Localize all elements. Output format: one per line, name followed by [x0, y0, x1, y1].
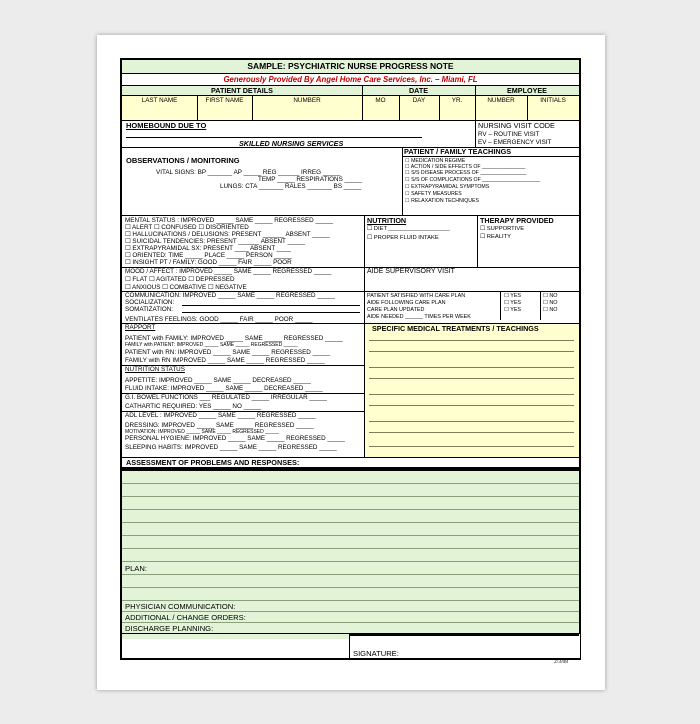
- lungs-line: LUNGS: CTA _______ RALES _______ BS _____: [220, 183, 362, 190]
- patient-number-label: NUMBER: [293, 97, 321, 104]
- vital-signs-temp-line: TEMP _____ RESPIRATIONS _____: [258, 176, 363, 183]
- yes-checkbox[interactable]: ☐ YES: [504, 307, 522, 313]
- mental-status-line: ☐ ALERT ☐ CONFUSED ☐ DISORIENTED: [125, 224, 249, 231]
- physician-communication-label: PHYSICIAN COMMUNICATION:: [125, 602, 236, 611]
- employee-number-label: NUMBER: [487, 97, 515, 104]
- date-header: DATE: [408, 86, 429, 95]
- nutrition-title: NUTRITION: [367, 216, 407, 225]
- diet-item: ☐ DIET ___________________: [367, 226, 450, 232]
- rapport-line: FAMILY with RN IMPROVED _____ SAME _____ REGRESSED _____: [125, 357, 325, 364]
- adl-line: MOTIVATION: IMPROVED _____ SAME _____ REGRESSED _____: [125, 429, 280, 435]
- teaching-item: ☐ MEDICATION REGIME: [405, 158, 466, 164]
- rapport-line: FAMILY with PATIENT: IMPROVED _____ SAME _____ REGRESSED _____: [125, 342, 298, 348]
- aide-question: CARE PLAN UPDATED: [367, 307, 425, 313]
- plan-label: PLAN:: [125, 564, 147, 573]
- form-title: SAMPLE: PSYCHIATRIC NURSE PROGRESS NOTE: [247, 61, 454, 71]
- aide-question: AIDE NEEDED ______ TIMES PER WEEK: [367, 314, 471, 320]
- reality-item: ☐ REALITY: [480, 234, 511, 240]
- title-bar: [122, 60, 579, 74]
- signature-label: SIGNATURE:: [353, 649, 399, 658]
- teaching-item: ☐ S/S OF COMPLICATIONS OF ____________________: [405, 177, 540, 183]
- visit-code-label: NURSING VISIT CODE: [478, 121, 555, 130]
- mood-line: ☐ FLAT ☐ AGITATED ☐ DEPRESSED: [125, 276, 235, 283]
- discharge-planning-label: DISCHARGE PLANNING:: [125, 624, 214, 633]
- mental-status-line: ☐ EXTRAPYRAMIDAL SX: PRESENT ____ ABSENT ____: [125, 245, 291, 252]
- last-name-label: LAST NAME: [141, 97, 178, 104]
- no-checkbox[interactable]: ☐ NO: [543, 300, 558, 306]
- teaching-item: ☐ EXTRAPYRAMIDAL SYMPTOMS: [405, 184, 490, 190]
- initials-label: INITIALS: [540, 97, 566, 104]
- specific-treatments-title: SPECIFIC MEDICAL TREATMENTS / TEACHINGS: [372, 324, 539, 333]
- homebound-label: HOMEBOUND DUE TO: [126, 121, 207, 130]
- nutrition-status-line: APPETITE: IMPROVED _____ SAME _____ DECREASED _____: [125, 377, 311, 384]
- communication-line: COMMUNICATION: IMPROVED _____ SAME _____ REGRESSED _____: [125, 292, 335, 299]
- yes-checkbox[interactable]: ☐ YES: [504, 300, 522, 306]
- teaching-item: ☐ SAFETY MEASURES: [405, 191, 462, 197]
- teaching-item: ☐ S/S DISEASE PROCESS OF ________________: [405, 170, 527, 176]
- fluid-intake-item: ☐ PROPER FLUID INTAKE: [367, 235, 439, 241]
- aide-visit-title: AIDE SUPERVISORY VISIT: [367, 268, 455, 275]
- communication-line: VENTILATES FEELINGS: GOOD _____ FAIR _____ POOR _____: [125, 316, 313, 323]
- adl-line: DRESSING: IMPROVED _____ SAME _____ REGRESSED _____: [125, 422, 314, 429]
- first-name-label: FIRST NAME: [205, 97, 244, 104]
- adl-line: PERSONAL HYGIENE: IMPROVED _____ SAME _____ REGRESSED _____: [125, 435, 345, 442]
- employee-header: EMPLOYEE: [507, 86, 547, 95]
- aide-question: PATIENT SATISFIED WITH CARE PLAN: [367, 293, 466, 299]
- vital-signs-line: VITAL SIGNS: BP _______ AP _____ REG ______ IRREG _____: [156, 169, 341, 176]
- aide-question: AIDE FOLLOWING CARE PLAN: [367, 300, 446, 306]
- bowel-line: CATHARTIC REQUIRED: YES _____ NO _____: [125, 403, 262, 410]
- adl-line: ADL LEVEL : IMPROVED _____ SAME _____ REGRESSED _____: [125, 412, 316, 419]
- supportive-item: ☐ SUPPORTIVE: [480, 226, 525, 232]
- teaching-item: ☐ RELAXATION TECHNIQUES: [405, 198, 479, 204]
- mental-status-line: ☐ HALLUCINATIONS / DELUSIONS: PRESENT ______ ABSENT _____: [125, 231, 330, 238]
- teachings-title: PATIENT / FAMILY TEACHINGS: [404, 147, 512, 156]
- additional-orders-label: ADDITIONAL / CHANGE ORDERS:: [125, 613, 246, 622]
- mood-line: MOOD / AFFECT : IMPROVED _____ SAME _____ REGRESSED _____: [125, 268, 332, 275]
- nutrition-status-title: NUTRITION STATUS: [125, 366, 185, 373]
- communication-line: SOCIALIZATION:: [125, 299, 175, 306]
- mental-status-line: ☐ ORIENTED: TIME _____ PLACE _____ PERSON _____: [125, 252, 292, 259]
- mood-line: ☐ ANXIOUS ☐ COMBATIVE ☐ NEGATIVE: [125, 284, 247, 291]
- adl-line: SLEEPING HABITS: IMPROVED _____ SAME _____ REGRESSED _____: [125, 444, 337, 451]
- year-label: YR.: [451, 97, 463, 104]
- form-revision-date: 2/3/08: [554, 659, 569, 665]
- patient-details-header: PATIENT DETAILS: [211, 86, 273, 95]
- emergency-visit-label: EV – EMERGENCY VISIT: [478, 139, 552, 146]
- yes-checkbox[interactable]: ☐ YES: [504, 293, 522, 299]
- routine-visit-label: RV – ROUTINE VISIT: [478, 131, 540, 138]
- teaching-item: ☐ ACTION / SIDE EFFECTS OF _______________: [405, 164, 526, 170]
- observations-title: OBSERVATIONS / MONITORING: [126, 156, 240, 165]
- rapport-line: PATIENT with FAMILY: IMPROVED _____ SAME _____ REGRESSED _____: [125, 335, 343, 342]
- communication-line: SOMATIZATION:: [125, 306, 174, 313]
- document-page: [97, 35, 605, 690]
- month-label: MO: [375, 97, 386, 104]
- day-label: DAY: [412, 97, 426, 104]
- skilled-nursing-label: SKILLED NURSING SERVICES: [239, 139, 344, 148]
- mental-status-line: MENTAL STATUS : IMPROVED _____ SAME _____ REGRESSED _____: [125, 217, 333, 224]
- nutrition-status-line: FLUID INTAKE: IMPROVED _____ SAME _____ DECREASED _____: [125, 385, 323, 392]
- therapy-title: THERAPY PROVIDED: [480, 216, 554, 225]
- rapport-title: RAPPORT: [125, 324, 156, 331]
- no-checkbox[interactable]: ☐ NO: [543, 307, 558, 313]
- form-subtitle: Generously Provided By Angel Home Care Services, Inc. – Miami, FL: [223, 75, 478, 84]
- mental-status-line: ☐ INSIGHT PT / FAMILY: GOOD _____ FAIR _____ POOR: [125, 259, 292, 266]
- progress-note-form: [120, 58, 581, 660]
- no-checkbox[interactable]: ☐ NO: [543, 293, 558, 299]
- bowel-line: G.I. BOWEL FUNCTIONS ___ REGULATED _____ IRREGULAR _____: [125, 394, 327, 401]
- assessment-title: ASSESSMENT OF PROBLEMS AND RESPONSES:: [126, 458, 300, 467]
- mental-status-line: ☐ SUICIDAL TENDENCIES: PRESENT ______ ABSENT _____: [125, 238, 306, 245]
- rapport-line: PATIENT with RN: IMPROVED _____ SAME _____ REGRESSED _____: [125, 349, 331, 356]
